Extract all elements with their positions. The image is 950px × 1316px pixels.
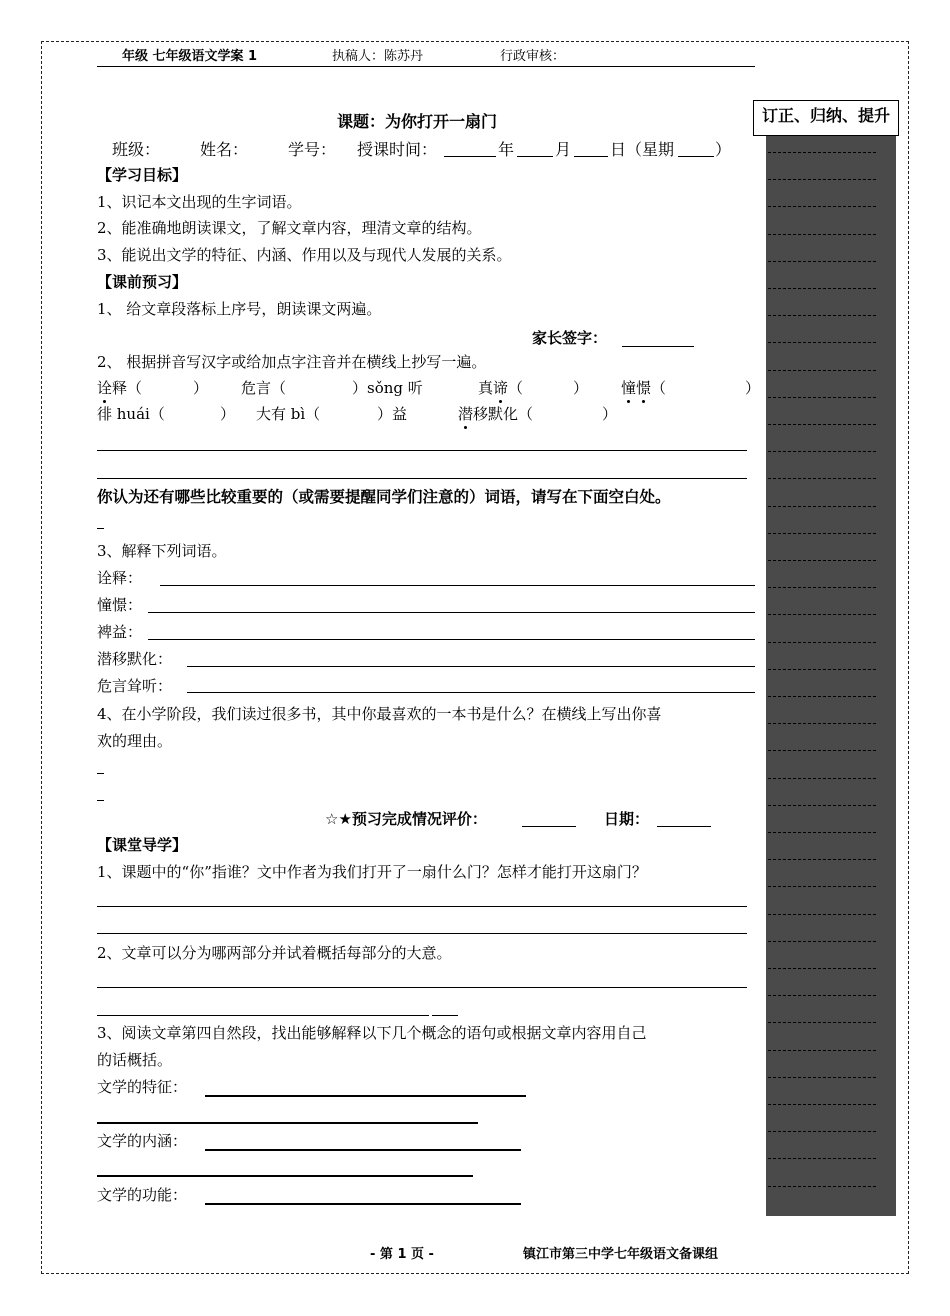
sidebar-dash-line: [768, 342, 876, 343]
class-label: 班级：: [112, 140, 161, 159]
term-label: 憧憬：: [97, 596, 143, 614]
sidebar-dash-line: [768, 614, 876, 615]
blank-line: [574, 156, 608, 157]
name-label: 姓名：: [200, 140, 249, 159]
goal-item: 3、能说出文学的特征、内涵、作用以及与现代人发展的关系。: [97, 246, 512, 264]
answer-line: [97, 933, 747, 934]
sidebar-dash-line: [768, 750, 876, 751]
date-line: [657, 826, 711, 827]
sidebar-dash-line: [768, 315, 876, 316]
answer-line: [205, 1095, 526, 1097]
sidebar-dash-line: [768, 506, 876, 507]
date-label: 日期：: [604, 810, 650, 828]
sidebar-dash-line: [768, 587, 876, 588]
preview-item4-cont: 欢的理由。: [97, 732, 173, 750]
goals-heading: 【学习目标】: [97, 166, 188, 184]
sidebar-dash-line: [768, 560, 876, 561]
sidebar-dash-line: [768, 995, 876, 996]
sidebar-dash-line: [768, 1077, 876, 1078]
answer-line: [97, 1015, 429, 1016]
page-number: - 第 1 页 -: [370, 1247, 434, 1262]
concept-label: 文学的特征：: [97, 1078, 188, 1096]
sidebar-dash-line: [768, 478, 876, 479]
answer-line: [97, 528, 104, 529]
vocab-word: 危言（: [241, 379, 287, 397]
vocab-word: ）sǒng 听: [352, 379, 423, 397]
sidebar-dash-line: [768, 1022, 876, 1023]
sidebar-dash-line: [768, 424, 876, 425]
sidebar-dash-line: [768, 1186, 876, 1187]
vocab-paren: ）: [573, 379, 589, 397]
term-label: 危言耸听：: [97, 677, 173, 695]
evaluation-line: [522, 826, 576, 827]
concept-label: 文学的功能：: [97, 1186, 188, 1204]
sidebar-dash-line: [768, 886, 876, 887]
answer-line: [187, 692, 755, 693]
sidebar-dash-line: [768, 179, 876, 180]
question-2: 2、文章可以分为哪两部分并试着概括每部分的大意。: [97, 944, 452, 962]
preview-item2: 2、 根据拼音写汉字或给加点字注音并在横线上抄写一遍。: [97, 353, 487, 371]
sidebar-dash-line: [768, 288, 876, 289]
answer-line: [148, 612, 755, 613]
answer-line: [97, 478, 747, 479]
sidebar-dash-line: [768, 370, 876, 371]
sidebar-dash-line: [768, 261, 876, 262]
blank-line: [444, 156, 496, 157]
preview-item3: 3、解释下列词语。: [97, 542, 227, 560]
sidebar-dash-line: [768, 832, 876, 833]
term-label: 诠释：: [97, 569, 143, 587]
sidebar-dash-line: [768, 968, 876, 969]
sidebar-dash-line: [768, 859, 876, 860]
header-rule: [97, 66, 755, 67]
question-1: 1、课题中的“你”指谁？文中作者为我们打开了一扇什么门？怎样才能打开这扇门？: [97, 863, 647, 881]
goal-item: 2、能准确地朗读课文，了解文章内容，理清文章的结构。: [97, 219, 482, 237]
concept-label: 文学的内涵：: [97, 1132, 188, 1150]
important-words-prompt: 你认为还有哪些比较重要的（或需要提醒同学们注意的）词语，请写在下面空白处。: [97, 488, 671, 506]
answer-line: [97, 1122, 478, 1124]
term-label: 裨益：: [97, 623, 143, 641]
sidebar-title: 订正、归纳、提升: [753, 100, 899, 136]
vocab-paren: ）: [602, 405, 618, 423]
sidebar-dash-line: [768, 152, 876, 153]
lesson-title: 课题：为你打开一扇门: [337, 112, 498, 131]
preview-item4: 4、在小学阶段，我们读过很多书，其中你最喜欢的一本书是什么？在横线上写出你喜: [97, 705, 662, 723]
question-3: 3、阅读文章第四自然段，找出能够解释以下几个概念的语句或根据文章内容用自己: [97, 1024, 647, 1042]
time-label: 授课时间：: [357, 140, 438, 159]
answer-line: [187, 666, 755, 667]
vocab-word: 真谛（: [478, 379, 524, 397]
id-label: 学号：: [288, 140, 337, 159]
evaluation-label: ☆★预习完成情况评价：: [325, 810, 487, 828]
answer-line: [432, 1015, 458, 1016]
answer-line: [160, 585, 755, 586]
sidebar-dash-line: [768, 234, 876, 235]
vocab-word: 大有 bì（: [256, 405, 321, 423]
correction-sidebar: [766, 136, 896, 1216]
sidebar-dash-line: [768, 1050, 876, 1051]
sidebar-dash-line: [768, 723, 876, 724]
sidebar-dash-line: [768, 696, 876, 697]
sidebar-dash-line: [768, 1158, 876, 1159]
sidebar-dash-line: [768, 805, 876, 806]
classroom-heading: 【课堂导学】: [97, 836, 188, 854]
header-grade: 年级 七年级语文学案 1: [122, 49, 258, 64]
sign-line: [622, 346, 694, 347]
vocab-word: 诠释（: [97, 379, 143, 397]
header-review: 行政审核：: [500, 49, 566, 64]
sidebar-dash-line: [768, 206, 876, 207]
footer-org: 镇江市第三中学七年级语文备课组: [523, 1247, 719, 1262]
sidebar-dash-line: [768, 397, 876, 398]
vocab-word: 徘 huái（: [97, 405, 165, 423]
blank-line: [678, 156, 714, 157]
year-label: 年: [498, 140, 515, 159]
vocab-paren: ）: [220, 405, 236, 423]
answer-line: [97, 800, 104, 801]
answer-line: [205, 1203, 521, 1205]
answer-line: [97, 773, 104, 774]
answer-line: [97, 1175, 473, 1177]
blank-line: [517, 156, 553, 157]
sidebar-dash-line: [768, 778, 876, 779]
preview-item1: 1、 给文章段落标上序号，朗读课文两遍。: [97, 300, 382, 318]
month-label: 月: [555, 140, 572, 159]
sidebar-dash-line: [768, 451, 876, 452]
vocab-word: 潜移默化（: [458, 405, 534, 423]
vocab-word: ）益: [377, 405, 408, 423]
sidebar-dash-line: [768, 1131, 876, 1132]
header-author: 执稿人：陈苏丹: [332, 49, 424, 64]
sidebar-dash-line: [768, 669, 876, 670]
answer-line: [205, 1149, 521, 1151]
sidebar-dash-line: [768, 642, 876, 643]
term-label: 潜移默化：: [97, 650, 173, 668]
answer-line: [148, 639, 755, 640]
vocab-word: 憧憬（: [621, 379, 667, 397]
question-3-cont: 的话概括。: [97, 1051, 173, 1069]
vocab-paren: ）: [193, 379, 209, 397]
day-label: 日（星期: [610, 140, 675, 159]
vocab-paren: ）: [745, 379, 761, 397]
answer-line: [97, 906, 747, 907]
sidebar-dash-line: [768, 533, 876, 534]
sidebar-dash-line: [768, 914, 876, 915]
answer-line: [97, 987, 747, 988]
answer-line: [97, 450, 747, 451]
sidebar-dash-line: [768, 941, 876, 942]
preview-heading: 【课前预习】: [97, 273, 188, 291]
parent-sign-label: 家长签字：: [532, 329, 608, 347]
close-paren: ）: [715, 140, 732, 159]
sidebar-dash-line: [768, 1104, 876, 1105]
goal-item: 1、识记本文出现的生字词语。: [97, 193, 302, 211]
